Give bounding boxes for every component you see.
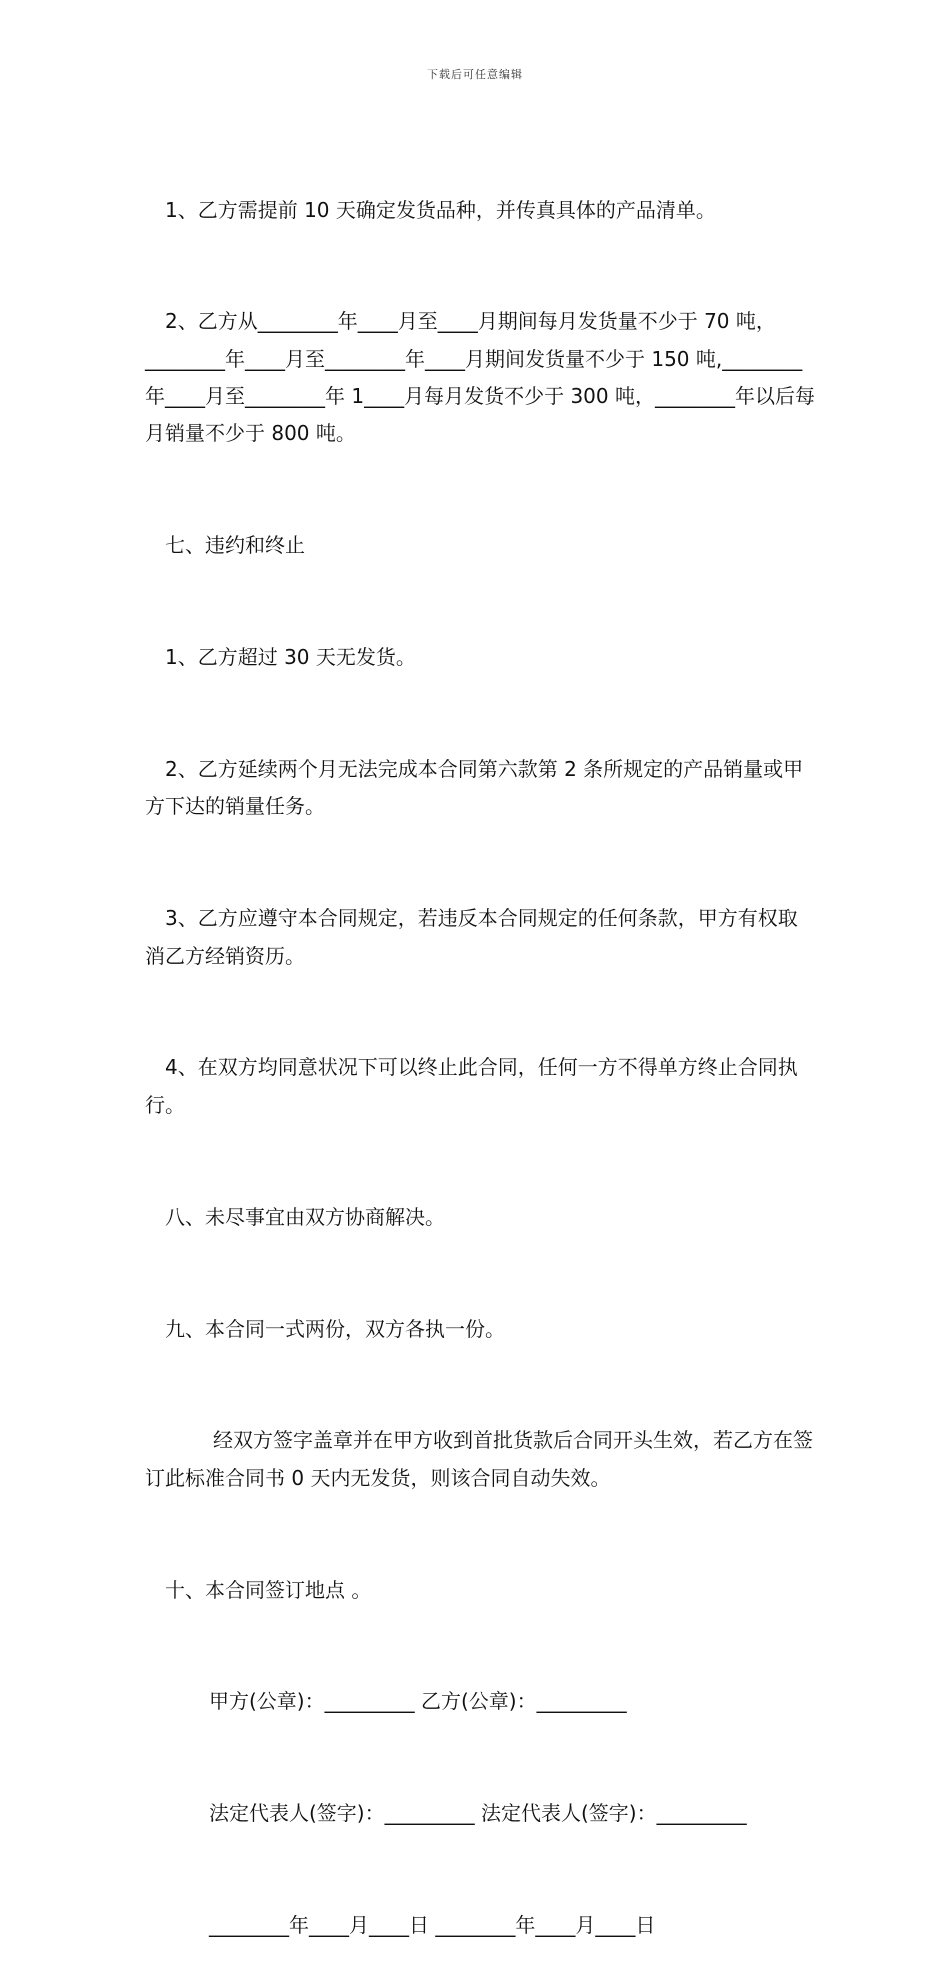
clause-7-1: 1、乙方超过 30 天无发货。 — [165, 645, 416, 670]
section-9: 九、本合同一式两份，双方各执一份。 — [165, 1316, 505, 1341]
section-7-heading: 七、违约和终止 — [165, 533, 305, 558]
clause-7-4: 4、在双方均同意状况下可以终止此合同，任何一方不得单方终止合同执行。 — [145, 1055, 798, 1117]
clause-7-2: 2、乙方延续两个月无法完成本合同第六款第 2 条所规定的产品销量或甲方下达的销量任务。 — [145, 757, 804, 819]
section-10: 十、本合同签订地点 。 — [165, 1577, 372, 1602]
effective-clause: 经双方签字盖章并在甲方收到首批货款后合同开头生效，若乙方在签订此标准合同书 0 天内无发货，则该合同自动失效。 — [145, 1428, 813, 1490]
representative-signature-line: 法定代表人(签字)：_________ 法定代表人(签字)：_________ — [209, 1801, 747, 1826]
clause-7-3: 3、乙方应遵守本合同规定，若违反本合同规定的任何条款，甲方有权取消乙方经销资历。 — [145, 906, 798, 968]
contract-body — [145, 117, 817, 1982]
seal-signature-line: 甲方(公章)：_________ 乙方(公章)：_________ — [209, 1689, 627, 1714]
page-header-note: 下载后可任意编辑 — [427, 68, 523, 81]
clause-6-1: 1、乙方需提前 10 天确定发货品种，并传真具体的产品清单。 — [165, 197, 716, 222]
date-signature-line: ________年____月____日 ________年____月____日 — [209, 1913, 656, 1938]
section-8: 八、未尽事宜由双方协商解决。 — [165, 1204, 445, 1229]
clause-6-2: 2、乙方从________年____月至____月期间每月发货量不少于 70 吨，________年____月至________年____月期间发货量不少于 150 吨,________年____月至________年 1____月每月发货不少于 300 吨，________年以后每月销量不少于 800 吨。 — [145, 309, 815, 446]
